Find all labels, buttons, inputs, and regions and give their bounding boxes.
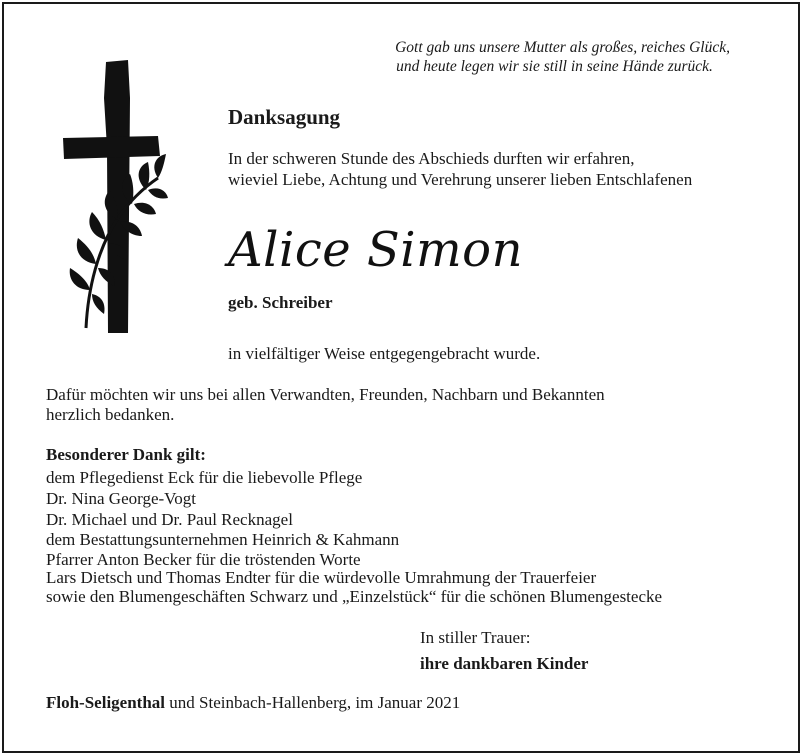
special-thanks-title: Besonderer Dank gilt:	[46, 445, 206, 464]
deceased-name: Alice Simon	[228, 222, 523, 278]
special-thanks-item: dem Pflegedienst Eck für die liebevolle Pflege	[46, 468, 363, 487]
special-thanks-item: Pfarrer Anton Becker für die tröstenden Worte	[46, 550, 361, 569]
birth-name: geb. Schreiber	[228, 293, 333, 312]
special-thanks-item: Dr. Michael und Dr. Paul Recknagel	[46, 510, 293, 529]
quote-line-2: und heute legen wir sie still in seine Hände zurück.	[396, 58, 713, 75]
quote-line-1: Gott gab uns unsere Mutter als großes, reiches Glück,	[395, 39, 730, 56]
footer-rest: und Steinbach-Hallenberg, im Januar 2021	[165, 693, 461, 712]
mourning-line-1: In stiller Trauer:	[420, 628, 531, 647]
bible-quote	[395, 38, 730, 76]
thanks-line-1: Dafür möchten wir uns bei allen Verwandten, Freunden, Nachbarn und Bekannten	[46, 385, 605, 404]
intro-line-1: In der schweren Stunde des Abschieds durften wir erfahren,	[228, 149, 635, 168]
special-thanks-item: sowie den Blumengeschäften Schwarz und „Einzelstück“ für die schönen Blumengestecke	[46, 587, 663, 606]
thanks-line-2: herzlich bedanken.	[46, 405, 175, 424]
footer-place: Floh-Seligenthal	[46, 693, 166, 712]
cross-with-palm-branch-icon	[58, 58, 168, 333]
intro-line-2: wieviel Liebe, Achtung und Verehrung unserer lieben Entschlafenen	[228, 170, 693, 189]
special-thanks-item: Lars Dietsch und Thomas Endter für die würdevolle Umrahmung der Trauerfeier	[46, 568, 597, 587]
mourning-line-2: ihre dankbaren Kinder	[420, 654, 589, 673]
heading: Danksagung	[228, 105, 341, 129]
footer-line	[46, 692, 460, 713]
special-thanks-item: Dr. Nina George-Vogt	[46, 489, 196, 508]
received-line: in vielfältiger Weise entgegengebracht wurde.	[228, 344, 541, 363]
special-thanks-item: dem Bestattungsunternehmen Heinrich & Kahmann	[46, 530, 400, 549]
